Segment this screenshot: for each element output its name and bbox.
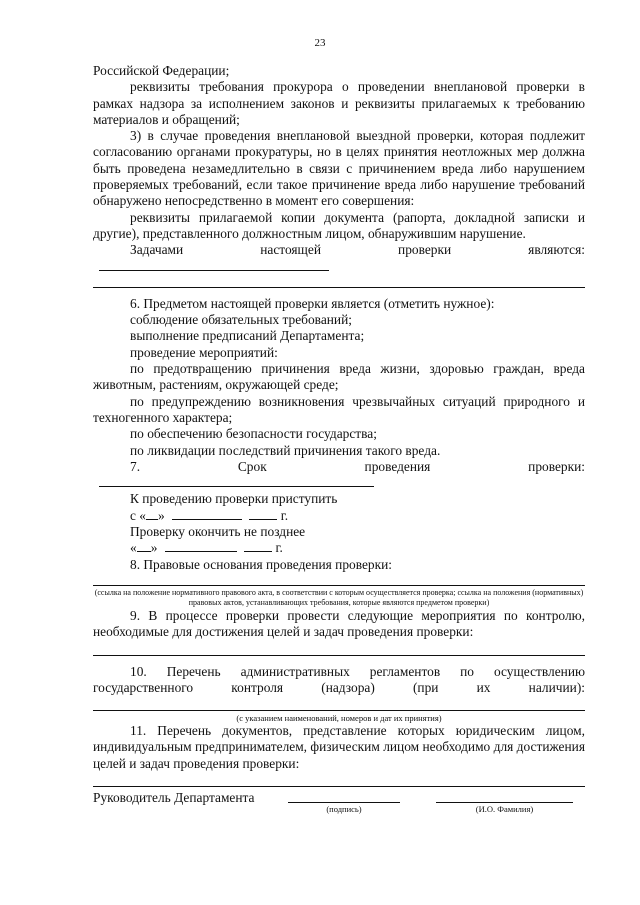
item-7-start: К проведению проверки приступить	[130, 491, 338, 507]
item-7-end: Проверку окончить не позднее	[130, 524, 306, 540]
start-year-field[interactable]	[249, 508, 277, 520]
legal-basis-note: (ссылка на положение нормативного правового акта, в соответствии с которым осуществляется проверка; ссылка на положения (нормативных) правовых актов, устанавливающих требования, которые являются предметом проверки)	[94, 587, 584, 607]
legal-basis-fill-line[interactable]	[93, 573, 585, 586]
tasks-fill-line-2[interactable]	[93, 275, 585, 288]
document-body	[93, 63, 585, 795]
end-day-field[interactable]	[137, 540, 151, 552]
item-7-label: 7. Срок проведения проверки:	[130, 458, 585, 474]
start-date-row	[93, 508, 585, 524]
signature-line[interactable]	[288, 802, 400, 803]
paragraph-tasks	[93, 242, 585, 275]
start-date-quote: »	[158, 507, 165, 523]
end-year-suffix: г.	[275, 540, 283, 556]
paragraph-continuation: Российской Федерации;	[93, 63, 230, 78]
item-8-legal-basis: 8. Правовые основания проведения проверки:	[130, 556, 392, 572]
regulations-fill-line[interactable]	[93, 696, 585, 711]
start-date-prefix: с «	[130, 507, 146, 523]
measures-fill-line[interactable]	[93, 641, 585, 656]
item-7-term	[93, 459, 585, 492]
start-month-field[interactable]	[172, 508, 242, 520]
start-year-suffix: г.	[280, 507, 289, 523]
item-6-measure-security: по обеспечению безопасности государства;	[130, 426, 377, 442]
page-number: 23	[314, 37, 326, 49]
paragraph-case-3: 3) в случае проведения внеплановой выездной проверки, которая подлежит согласованию органами прокуратуры, но в целях принятия неотложных мер должна быть проведена незамедлительно в связи с причинением вреда либо нарушением проверяемых требований, если такое причинение вреда либо нарушение требований обнаружено непосредственно в момент его совершения:	[93, 128, 585, 209]
signature-caption: (подпись)	[326, 804, 362, 814]
item-6-measure-liquidation: по ликвидации последствий причинения такого вреда.	[130, 442, 441, 458]
start-day-field[interactable]	[146, 508, 158, 520]
name-line[interactable]	[436, 802, 573, 803]
term-fill-line[interactable]	[99, 475, 374, 487]
documents-fill-line[interactable]	[93, 772, 585, 787]
item-6-measure-emergencies: по предупреждению возникновения чрезвычайных ситуаций природного и техногенного характера;	[93, 393, 585, 425]
tasks-label: Задачами настоящей проверки являются:	[130, 242, 585, 258]
end-date-row	[93, 540, 585, 556]
end-month-field[interactable]	[165, 540, 237, 552]
signatory-title: Руководитель Департамента	[93, 790, 255, 805]
end-date-open-quote: «	[130, 540, 137, 556]
tasks-fill-line[interactable]	[99, 259, 329, 271]
item-10-regulations: 10. Перечень административных регламентов по осуществлению государственного контроля (надзора) (при их наличии):	[93, 663, 585, 695]
item-6-measure-prevention: по предотвращению причинения вреда жизни, здоровью граждан, вреда животным, растениям, окружающей среде;	[93, 361, 585, 393]
item-11-documents: 11. Перечень документов, представление которых юридическим лицом, индивидуальным предпринимателем, физическим лицом необходимо для достижения целей и задач проведения проверки:	[93, 723, 585, 771]
paragraph-copy-requisites: реквизиты прилагаемой копии документа (рапорта, докладной записки и другие), представленного должностным лицом, обнаружившим нарушение.	[93, 209, 585, 241]
end-date-close-quote: »	[150, 540, 158, 556]
item-9-measures: 9. В процессе проверки провести следующие мероприятия по контролю, необходимые для достижения целей и задач проведения проверки:	[93, 607, 585, 640]
item-6-option-measures: проведение мероприятий:	[130, 344, 278, 360]
item-6-option-orders: выполнение предписаний Департамента;	[130, 328, 365, 344]
item-6-option-compliance: соблюдение обязательных требований;	[130, 312, 352, 328]
item-6-subject: 6. Предметом настоящей проверки является (отметить нужное):	[130, 295, 495, 311]
regulations-note: (с указанием наименований, номеров и дат их принятия)	[236, 713, 442, 724]
name-caption: (И.О. Фамилия)	[475, 804, 534, 814]
end-year-field[interactable]	[244, 540, 272, 552]
paragraph-prosecutor-requisites: реквизиты требования прокурора о проведении внеплановой проверки в рамках надзора за исполнением законов и реквизиты прилагаемых к требованию материалов и обращений;	[93, 79, 585, 127]
